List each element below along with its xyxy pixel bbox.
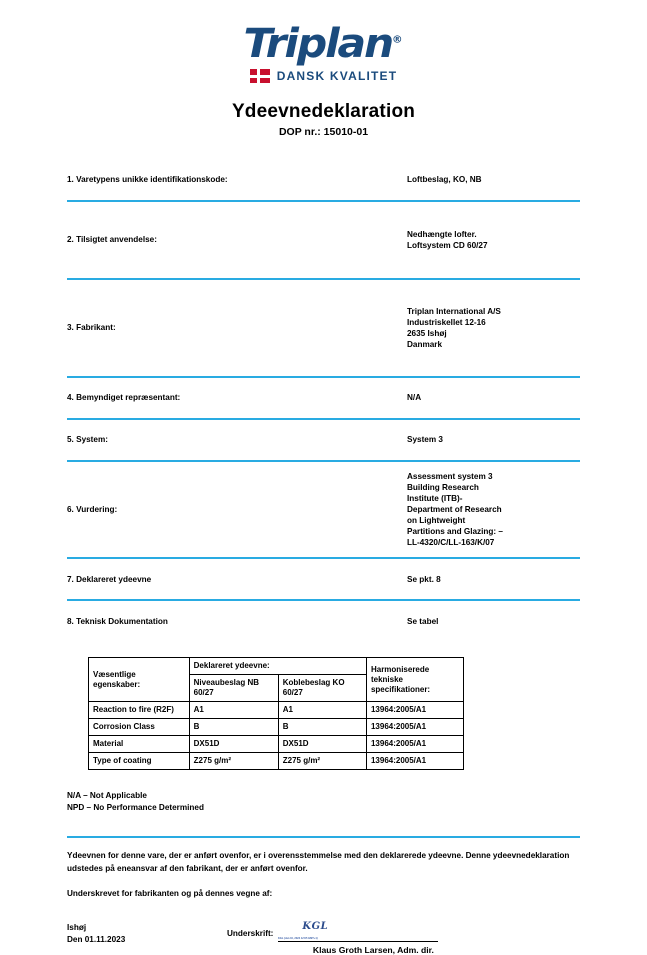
row-value <box>407 306 580 350</box>
row-value-line: Loftbeslag, KO, NB <box>407 175 482 185</box>
row-value-line: Se pkt. 8 <box>407 574 441 584</box>
row-value-line: Building Research <box>407 483 479 493</box>
row-label: 5. System: <box>67 435 108 445</box>
handwritten-signature: KGL <box>302 921 329 933</box>
row-value <box>407 574 580 585</box>
table-row <box>89 753 464 770</box>
row-value-line: Department of Research <box>407 505 502 515</box>
row-value <box>407 471 580 548</box>
cell-spec: 13964:2005/A1 <box>366 753 463 770</box>
signature-timestamp: KGL (Jan 10, 2024 12:05 GMT+1) <box>278 936 319 941</box>
table-row <box>89 702 464 719</box>
row-value-line: Triplan International A/S <box>407 306 501 316</box>
row-value <box>407 392 580 403</box>
declaration-row <box>67 160 580 200</box>
dop-number: DOP nr.: 15010-01 <box>278 126 369 138</box>
row-value-line: LL-4320/C/LL-163/K/07 <box>407 538 495 548</box>
row-label: 4. Bemyndiget repræsentant: <box>67 393 181 403</box>
cell-ko: Z275 g/m² <box>278 753 366 770</box>
cell-nb: DX51D <box>189 736 278 753</box>
signatory-name: Klaus Groth Larsen, Adm. dir. <box>312 945 434 955</box>
statement-block <box>67 836 580 900</box>
declaration-row <box>67 601 580 641</box>
declaration-row <box>67 202 580 278</box>
row-label: 3. Fabrikant: <box>67 323 116 333</box>
page-title: Ydeevnedeklaration <box>231 101 416 122</box>
statement-separator <box>67 836 580 838</box>
statement-text <box>67 850 580 900</box>
signature-field <box>278 922 468 955</box>
row-value-line: Assessment system 3 <box>407 472 493 481</box>
row-value-line: on Lightweight <box>407 516 466 526</box>
danish-flag-icon <box>250 69 270 83</box>
table-row <box>89 719 464 736</box>
logo-wordmark <box>243 21 404 67</box>
signature-date: Den 01.11.2023 <box>67 935 126 944</box>
row-value <box>407 229 580 251</box>
logo-wordmark-text: Triplan <box>243 21 393 67</box>
row-label: 7. Deklareret ydeevne <box>67 574 152 584</box>
header-characteristics: Væsentlige egenskaber: <box>89 658 190 702</box>
declaration-row <box>67 280 580 376</box>
cell-characteristic: Material <box>89 736 190 753</box>
signature-line <box>278 922 438 942</box>
row-label: 1. Varetypens unikke identifikationskode: <box>67 175 228 185</box>
signature-block <box>67 922 580 955</box>
cell-characteristic: Reaction to fire (R2F) <box>89 702 190 719</box>
declaration-row <box>67 462 580 557</box>
cell-spec: 13964:2005/A1 <box>366 702 463 719</box>
declaration-row <box>67 420 580 460</box>
cell-ko: DX51D <box>278 736 366 753</box>
abbreviation-notes <box>67 790 580 814</box>
spec-table-wrapper <box>88 657 647 770</box>
signature-area <box>227 922 468 955</box>
row-value-line: Partitions and Glazing: – <box>407 527 503 537</box>
title-block <box>0 101 647 138</box>
cell-spec: 13964:2005/A1 <box>366 736 463 753</box>
spec-table <box>88 657 464 770</box>
row-value <box>407 174 580 185</box>
header-declared-performance: Deklareret ydeevne: <box>189 658 366 675</box>
row-value-line: N/A <box>407 393 422 403</box>
signature-place-date <box>67 922 227 946</box>
signature-label: Underskrift: <box>227 929 274 939</box>
cell-characteristic: Corrosion Class <box>89 719 190 736</box>
declaration-rows <box>67 160 580 641</box>
row-value-line: Nedhængte lofter. <box>407 229 477 239</box>
row-label: 6. Vurdering: <box>67 505 118 515</box>
table-header-row <box>89 658 464 675</box>
cell-characteristic: Type of coating <box>89 753 190 770</box>
row-value-line: Danmark <box>407 340 443 350</box>
row-value-line: Industriskellet 12-16 <box>407 317 486 327</box>
table-row <box>89 736 464 753</box>
note-npd: NPD – No Performance Determined <box>67 803 204 813</box>
statement-paragraph-1: Ydeevnen for denne vare, der er anført ovenfor, er i overensstemmelse med den deklarerede ydeevne. Denne ydeevnedeklaration udstedes på eneansvar af den fabrikant, der er anført ovenfor. <box>67 851 570 873</box>
note-na: N/A – Not Applicable <box>67 791 147 801</box>
row-label: 8. Teknisk Dokumentation <box>67 616 168 626</box>
row-label: 2. Tilsigtet anvendelse: <box>67 235 157 245</box>
cell-ko: A1 <box>278 702 366 719</box>
row-value-line: 2635 Ishøj <box>407 329 447 338</box>
subheader-ko: Koblebeslag KO 60/27 <box>278 675 366 702</box>
statement-paragraph-2: Underskrevet for fabrikanten og på dennes vegne af: <box>67 888 273 898</box>
company-logo <box>0 0 647 83</box>
cell-nb: Z275 g/m² <box>189 753 278 770</box>
row-value-line: Se tabel <box>407 616 439 626</box>
subheader-nb: Niveaubeslag NB 60/27 <box>189 675 278 702</box>
logo-tagline-text: DANSK KVALITET <box>276 69 398 83</box>
logo-tagline <box>250 69 398 83</box>
row-value <box>407 434 580 445</box>
cell-nb: B <box>189 719 278 736</box>
declaration-row <box>67 559 580 599</box>
declaration-row <box>67 378 580 418</box>
cell-ko: B <box>278 719 366 736</box>
registered-trademark-icon: ® <box>392 34 404 46</box>
signature-place: Ishøj <box>67 923 87 933</box>
cell-nb: A1 <box>189 702 278 719</box>
row-value <box>407 616 580 627</box>
row-value-line: Loftsystem CD 60/27 <box>407 241 488 250</box>
row-value-line: System 3 <box>407 435 443 445</box>
header-harmonised-specs: Harmoniserede tekniske specifikationer: <box>366 658 463 702</box>
cell-spec: 13964:2005/A1 <box>366 719 463 736</box>
row-value-line: Institute (ITB)- <box>407 494 463 504</box>
